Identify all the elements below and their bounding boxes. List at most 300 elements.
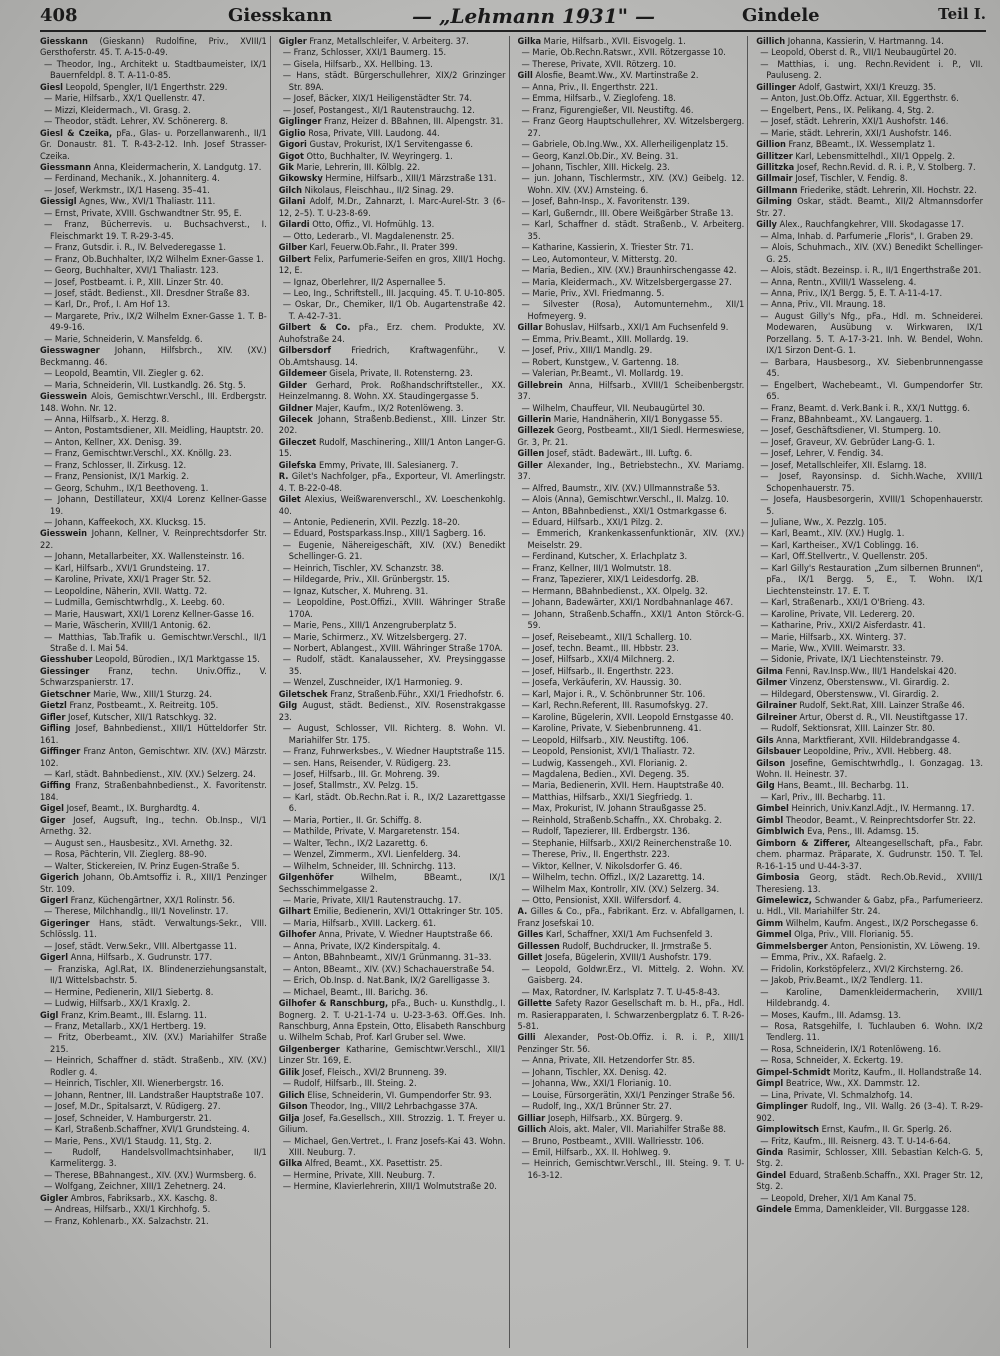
directory-entry: Gimmelsberger Anton, Pensionistin, XV. Löweng. 19. [756, 940, 981, 952]
column-4 [756, 36, 986, 1348]
directory-entry: — Hermine, Klavierlehrerin, XIII/1 Wolmutstraße 20. [282, 1181, 497, 1193]
directory-entry: Gilka Marie, Hilfsarb., XVII. Eisvogelg. 1. [517, 36, 686, 47]
directory-entry: — Maria, Kleidermach., XV. Witzelsbergergasse 27. [521, 276, 732, 288]
directory-entry: Giesl Leopold, Spengler, II/1 Engerthstr. 229. [40, 81, 228, 93]
directory-entry: — Moses, Kaufm., III. Adamsg. 13. [760, 1009, 902, 1021]
directory-entry: — Emma, Priv., XX. Rafaelg. 2. [760, 952, 887, 964]
directory-entry: — Ferdinand, Mechanik., X. Johanniterg. 4. [44, 173, 220, 185]
directory-entry: — Max, Prokurist, IV. Johann Straußgasse 25. [521, 803, 707, 815]
directory-entry: Gilma Fenni, Rav.Insp.Ww., III/1 Handelskai 420. [756, 665, 957, 677]
directory-entry: — Rosa, Schneider, X. Eckertg. 19. [760, 1055, 904, 1067]
directory-entry: — Marie, Ob.Rechn.Ratswr., XVII. Rötzergasse 10. [521, 47, 726, 59]
directory-entry: — Therese, Priv., II. Engerthstr. 223. [521, 849, 670, 861]
directory-entry: — Gisela, Hilfsarb., XX. Hellbing. 13. [282, 58, 433, 70]
directory-entry: Gildemeer Gisela, Private, II. Rotensterng. 23. [278, 368, 473, 380]
directory-entry: — Josef, Hilfsarb., II. Engerthstr. 223. [521, 665, 674, 677]
header-last-entry: Gindele [742, 5, 820, 26]
directory-entry: — Fritz, Kaufm., III. Reisnerg. 43. T. U-14-6-64. [760, 1135, 951, 1147]
directory-entry: Giessinger Franz, techn. Univ.Offiz., V. Schwarzspanierstr. 17. [40, 665, 267, 689]
directory-entry: — Josefa, Verkäuferin, XV. Haussig. 30. [521, 677, 682, 689]
directory-entry: Gilsbauer Leopoldine, Priv., XVII. Hebberg. 48. [756, 746, 952, 758]
directory-entry: — Josef, Hilfsarb., XXI/4 Milchnerg. 2. [521, 654, 675, 666]
directory-entry: — Josef, Hilfsarb., III. Gr. Mohreng. 39. [282, 769, 440, 780]
directory-entry: Gindele Emma, Damenkleider, VII. Burggasse 128. [756, 1204, 970, 1216]
directory-entry: — Marie, Hilfsarb., XX. Winterg. 37. [760, 631, 907, 643]
directory-entry: — Therese, Milchhandlg., III/1 Novelinstr. 17. [44, 906, 229, 918]
directory-entry: Gilhofer Anna, Private, V. Wiedner Hauptstraße 66. [278, 929, 493, 941]
directory-entry: Gils Anna, Marktfierant, XVII. Hildebrandgasse 4. [756, 734, 961, 746]
directory-entry: — Anna, Private, XII. Hetzendorfer Str. 85. [521, 1055, 696, 1067]
directory-entry: — Heinrich, Tischler, XV. Schanzstr. 38. [282, 562, 444, 574]
directory-entry: — Franz, BBahnbeamt., XV. Langauerg. 1. [760, 413, 933, 425]
directory-entry: — Leopoldine, Näherin, XVII. Wattg. 72. [44, 585, 208, 597]
directory-entry: Giffing Franz, Straßenbahnbedienst., X. Favoritenstr. 184. [40, 780, 267, 803]
directory-entry: — Rudolf, Sektionsrat, XIII. Lainzer Str. 80. [760, 723, 935, 735]
directory-entry: Gigeringer Hans, städt. Verwaltungs-Sekr., VIII. Schlösslg. 11. [40, 917, 267, 941]
directory-entry: Giesswein Alois, Gemischtwr.Verschl., III. Erdbergstr. 148. Wohn. Nr. 12. [40, 391, 267, 414]
directory-entry: — Theodor, Ing., Architekt u. Stadtbaumeister, IX/1 Bauernfeldpl. 8. T. A-11-0-85. [44, 58, 267, 82]
directory-entry: Gigel Josef, Beamt., IX. Burghardtg. 4. [40, 803, 200, 815]
directory-entry: Giesskann (Gieskann) Rudolfine, Priv., XVIII/1 Gersthoferstr. 45. T. A-15-0-49. [40, 36, 267, 59]
directory-entry: — Engelbert, Pens., IX. Pelikang. 4, Stg. 2. [760, 104, 935, 116]
directory-entry: — Wilhelm, techn. Offizl., IX/2 Lazarettg. 14. [521, 872, 705, 884]
directory-entry: Gilbert & Co. pFa., Erz. chem. Produkte, XV. Auhofstraße 24. [278, 322, 506, 345]
directory-entry: — Ludmilla, Gemischtwrhdlg., X. Leebg. 60. [44, 597, 225, 609]
directory-entry: Gilson Theodor, Ing., VIII/2 Lehrbachgasse 37A. [278, 1101, 478, 1113]
directory-entry: Gillmann Friederike, städt. Lehrerin, XII. Hochstr. 22. [756, 184, 977, 196]
directory-entry: — Ignaz, Kutscher, X. Muhreng. 31. [282, 585, 429, 597]
directory-entry: Giesl & Czeika, pFa., Glas- u. Porzellanwarenh., II/1 Gr. Donaustr. 81. T. R-43-2-12. Inh. Josef Strasser-Czeika. [40, 127, 267, 162]
directory-entry: Giffinger Franz Anton, Gemischtwr. XIV. (XV.) Märzstr. 102. [40, 746, 267, 769]
directory-entry: Gillitzer Karl, Lebensmittelhdl., XII/1 Oppelg. 2. [756, 150, 955, 162]
directory-entry: — Hermine, Pedienerin, XII/1 Siebertg. 8. [44, 986, 214, 998]
directory-entry: Gigori Gustav, Prokurist, IX/1 Servitengasse 6. [278, 139, 473, 151]
directory-entry: — Gabriele, Ob.Ing.Ww., XX. Allerheiligenplatz 15. [521, 139, 729, 151]
directory-entry: Gilder Gerhard, Prok. Roßhandschriftsteller., XX. Heinzelmanng. 8. Wohn. XX. Staudingergasse 5. [278, 379, 506, 403]
directory-entry: — Hermine, Private, XIII. Neuburg. 7. [282, 1169, 435, 1181]
directory-entry: Gilliar Joseph, Hilfsarb., XX. Bürgerg. 9. [517, 1112, 683, 1124]
directory-entry: — Johann, Rentner, III. Landstraßer Hauptstraße 107. [44, 1089, 264, 1101]
directory-entry: — Josef, Bahn-Insp., X. Favoritenstr. 139. [521, 196, 690, 208]
directory-entry: Gindel Eduard, Straßenb.Schaffn., XXI. Prager Str. 12, Stg. 2. [756, 1169, 983, 1193]
directory-entry: — Emmerich, Krankenkassenfunktionär, XIV. (XV.) Meiselstr. 29. [521, 528, 745, 551]
directory-entry: — Leopold, Oberst d. R., VII/1 Neubaugürtel 20. [760, 47, 957, 59]
directory-entry: Gillezek Georg, Postbeamt., XII/1 Siedl. Hermeswiese, Gr. 3, Pr. 21. [517, 425, 745, 448]
directory-entry: Giesswagner Johann, Hilfsbrch., XIV. (XV.) Beckmanng. 46. [40, 345, 267, 368]
directory-entry: — Valerian, Pr.Beamt., VI. Mollardg. 19. [521, 368, 684, 380]
directory-entry: — Wolfgang, Zeichner, XIII/1 Zehetnerg. 24. [44, 1181, 226, 1193]
directory-entry: Gimbl Theodor, Beamt., V. Reinprechtsdorfer Str. 22. [756, 814, 976, 826]
directory-entry: Giesswein Johann, Kellner, V. Reinprechtsdorfer Str. 22. [40, 528, 267, 551]
directory-entry: — Matthias, Tab.Trafik u. Gemischtwr.Verschl., II/1 Straße d. I. Mai 54. [44, 631, 267, 655]
directory-entry: — Anton, Kellner, XX. Denisg. 39. [44, 436, 182, 448]
directory-entry: Gillessen Rudolf, Buchdrucker, II. Jrmstraße 5. [517, 940, 712, 952]
directory-entry: Gilgenhöfer Wilhelm, BBeamt., IX/1 Sechsschimmelgasse 2. [278, 872, 506, 895]
directory-entry: — Josef, Graveur, XV. Gebrüder Lang-G. 1. [760, 436, 936, 448]
directory-entry: — Alois (Anna), Gemischtwr.Verschl., II. Malzg. 10. [521, 494, 729, 506]
directory-entry: — Fritz, Oberbeamt., XIV. (XV.) Mariahilfer Straße 215. [44, 1032, 267, 1055]
directory-entry: Gimblwich Eva, Pens., III. Adamsg. 15. [756, 826, 920, 838]
directory-entry: — Mizzi, Kleidermach., VI. Grasg. 2. [44, 104, 191, 116]
directory-entry: Gillinger Adolf, Gastwirt, XXI/1 Kreuzg. 35. [756, 81, 937, 93]
directory-entry: — Johann, Straßenb.Schaffn., XXI/1 Anton Störck-G. 59. [521, 608, 745, 632]
directory-entry: — Viktor, Kellner, V. Nikolsdorfer G. 46. [521, 860, 683, 872]
directory-entry: A. Gilles & Co., pFa., Fabrikant. Erz. v. Abfallgarnen, I. Franz Josefskai 10. [517, 906, 745, 929]
directory-entry: — Leopold, Dreher, XI/1 Am Kanal 75. [760, 1192, 917, 1204]
directory-entry: — Josef, Geschäftsdiener, VI. Stumperg. 10. [760, 425, 942, 437]
directory-entry: Gillette Safety Razor Gesellschaft m. b. H., pFa., Hdl. m. Rasierapparaten, I. Schwarzenbergplatz 6. T. R-26-5-81. [517, 998, 745, 1032]
directory-entry: — Rosa, Schneiderin, IX/1 Rotenlöweng. 16. [760, 1043, 942, 1055]
directory-entry: — Lina, Private, VI. Schmalzhofg. 14. [760, 1089, 913, 1101]
directory-entry: — Alfred, Baumstr., XIV. (XV.) Ullmannstraße 53. [521, 482, 720, 494]
directory-entry: — Franz, Pensionist, IX/1 Markig. 2. [44, 471, 190, 483]
directory-entry: — Rudolf, Hilfsarb., III. Steing. 2. [282, 1078, 417, 1090]
directory-entry: — Josef, Stallmstr., XV. Pelzg. 15. [282, 780, 419, 792]
directory-entry: — Walter, Techn., IX/2 Lazarettg. 6. [282, 837, 429, 849]
directory-entry: — Franz, Fuhrwerksbes., V. Wiedner Hauptstraße 115. [282, 746, 505, 758]
directory-entry: Gik Marie, Lehrerin, III. Kölblg. 22. [278, 161, 420, 173]
directory-entry: Giglio Rosa, Private, VIII. Laudong. 44. [278, 127, 440, 139]
directory-entry: — Karoline, Bügelerin, XVII. Leopold Ernstgasse 40. [521, 711, 734, 723]
directory-entry: — Sidonie, Private, IX/1 Liechtensteinstr. 79. [760, 654, 944, 666]
directory-entry: — Marie, Pens., XIII/1 Anzengruberplatz 5. [282, 620, 457, 632]
directory-entry: — Karl Gilly's Restauration „Zum silbernen Brunnen", pFa., IX/1 Bergg. 5, E., T. Wohn. IX/1 Liechtensteinstr. 17. E. T. [760, 562, 983, 597]
directory-entry: — Maria, Schneiderin, VII. Lustkandlg. 26. Stg. 5. [44, 379, 246, 391]
directory-entry: — Rudolf, Handelsvollmachtsinhaber, II/1 Karmelitergg. 3. [44, 1146, 267, 1170]
directory-entry: — Marie, Priv., XVI. Friedmanng. 5. [521, 287, 665, 299]
directory-entry: — Josef, Schneider, V. Hamburgerstr. 21. [44, 1112, 212, 1124]
directory-entry: Gilch Nikolaus, Fleischhau., II/2 Sinag. 29. [278, 184, 454, 196]
directory-entry: — Wilhelm Max, Kontrollr, XIV. (XV.) Selzerg. 34. [521, 883, 720, 895]
directory-entry: — Norbert, Ablangest., XVIII. Währinger Straße 170A. [282, 643, 503, 655]
directory-entry: — Johanna, Ww., XXI/1 Florianig. 10. [521, 1078, 672, 1090]
directory-entry: Gilles Karl, Schaffner, XXI/1 Am Fuchsenfeld 3. [517, 929, 713, 941]
directory-entry: — Josef, Postangest., XI/1 Rautenstrauchg. 12. [282, 104, 475, 116]
directory-entry: — Leopold, Pensionist, XVI/1 Thaliastr. 72. [521, 746, 695, 758]
directory-entry: — Josef, Bäcker, XIX/1 Heiligenstädter Str. 74. [282, 93, 472, 105]
directory-entry: — Hermann, BBahnbedienst., XX. Olpelg. 32. [521, 585, 708, 597]
directory-entry: Gilka Alfred, Beamt., XX. Pasettistr. 25. [278, 1158, 443, 1170]
directory-entry: Gimmel Olga, Priv., VIII. Florianig. 55. [756, 929, 914, 941]
directory-entry: Gietzl Franz, Postbeamt., X. Reitreitg. 105. [40, 700, 219, 712]
directory-entry: — Karl, Straßenb.Schaffner, XVI/1 Grundsteing. 4. [44, 1124, 250, 1136]
directory-entry: Gillmair Josef, Tischler, V. Fendig. 8. [756, 173, 908, 185]
directory-entry: — Alma, Inhab. d. Parfumerie „Floris", I. Graben 29. [760, 230, 974, 242]
directory-entry: — Leo, Ing., Schriftstell., III. Jacquing. 45. T. U-10-805. [282, 287, 506, 299]
directory-entry: — Josef, städt. Verw.Sekr., VIII. Albertgasse 11. [44, 940, 237, 952]
directory-entry: — Franz, Gemischtwr.Verschl., XX. Knöllg. 23. [44, 448, 232, 460]
directory-entry: — Ludwig, Hilfsarb., XX/1 Kraxlg. 2. [44, 998, 191, 1010]
directory-entry: — Antonie, Pedienerin, XVII. Pezzlg. 18–20. [282, 517, 461, 529]
directory-entry: Gillerin Marie, Handnäherin, XII/1 Bonygasse 55. [517, 413, 723, 425]
directory-entry: Gill Alosfie, Beamt.Ww., XV. Martinstraße 2. [517, 70, 699, 82]
directory-entry: Gigler Ambros, Fabriksarb., XX. Kaschg. 8. [40, 1192, 218, 1204]
directory-entry: — Stephanie, Hilfsarb., XXI/2 Reinerchenstraße 10. [521, 837, 732, 849]
directory-entry: Gilani Adolf, M.Dr., Zahnarzt, I. Marc-Aurel-Str. 3 (6–12, 2–5). T. U-23-8-69. [278, 196, 506, 219]
directory-entry: — Hildegarde, Priv., XII. Grünbergstr. 15. [282, 574, 450, 586]
directory-entry: — Engelbert, Wachebeamt., VI. Gumpendorfer Str. 65. [760, 379, 983, 403]
directory-entry: Gilik Josef, Fleisch., XVI/2 Brunneng. 39. [278, 1066, 447, 1078]
directory-entry: — Rosa, Ratsgehilfe, I. Tuchlauben 6. Wohn. IX/2 Tendlerg. 11. [760, 1020, 983, 1044]
directory-entry: — Otto, Lederarb., VI. Magdalenenstr. 25. [282, 230, 455, 242]
directory-entry: Gillitzka Josef, Rechn.Revid. d. R. i. P., V. Stolberg. 7. [756, 161, 976, 173]
directory-entry: Gifling Josef, Bahnbedienst., XIII/1 Hütteldorfer Str. 161. [40, 723, 267, 746]
directory-entry: — Karl, Hilfsarb., XVI/1 Grundsteing. 17. [44, 562, 210, 574]
directory-entry: Gilardi Otto, Offiz., VI. Hofmühlg. 13. [278, 219, 435, 231]
directory-entry: — Emma, Hilfsarb., V. Zieglofeng. 18. [521, 93, 676, 105]
directory-entry: — Karl, Major i. R., V. Schönbrunner Str. 106. [521, 688, 706, 700]
directory-entry: — Maria, Bedienerin, XVII. Hern. Hauptstraße 40. [521, 780, 725, 792]
directory-entry: Gimbosia Georg, städt. Rech.Ob.Revid., XVIII/1 Theresieng. 13. [756, 872, 983, 895]
directory-entry: — Georg, Schuhm., IX/1 Beethoveng. 1. [44, 482, 209, 494]
directory-entry: Gileczet Rudolf, Maschinering., XIII/1 Anton Langer-G. 15. [278, 436, 506, 460]
directory-entry: Gilecek Johann, Straßenb.Bedienst., XIII. Linzer Str. 202. [278, 413, 506, 437]
directory-entry: — Rudolf, Ing., XX/1 Brünner Str. 27. [521, 1101, 672, 1113]
directory-entry: — Anna, Hilfsarb., X. Herzg. 8. [44, 413, 170, 425]
directory-entry: — Johann, Tischler, XIII. Hickelg. 23. [521, 161, 670, 173]
directory-entry: — Leopold, Beamtin, VII. Ziegler g. 62. [44, 368, 204, 380]
directory-entry: Gilming Oskar, städt. Beamt., XII/2 Altmannsdorfer Str. 27. [756, 196, 983, 219]
directory-entry: — Anton, Just.Ob.Offz. Actuar, XII. Eggerthstr. 6. [760, 93, 959, 105]
directory-columns [40, 36, 986, 1348]
directory-entry: — Georg, Kanzl.Ob.Dir., XV. Being. 31. [521, 150, 679, 162]
directory-entry: — Michael, Gen.Vertret., I. Franz Josefs-Kai 43. Wohn. XIII. Neuburg. 7. [282, 1135, 506, 1158]
directory-entry: — Marie, Pens., XVI/1 Staudg. 11, Stg. 2. [44, 1135, 212, 1147]
directory-entry: — sen. Hans, Reisender, V. Rüdigerg. 23. [282, 757, 451, 769]
directory-entry: — Wenzel, Zuschneider, IX/1 Harmonieg. 9. [282, 677, 463, 689]
directory-entry: — Maria, Bedien., XIV. (XV.) Braunhirschengasse 42. [521, 265, 737, 277]
directory-entry: Gilbersdorf Friedrich, Kraftwagenführ., V. Ob.Amtshausg. 14. [278, 345, 506, 368]
directory-entry: — Ferdinand, Kutscher, X. Erlachplatz 3. [521, 551, 688, 563]
directory-entry: — Karl, Off.Stellvertr., V. Quellenstr. 205. [760, 551, 928, 563]
directory-entry: Gilefska Emmy, Private, III. Salesianerg. 7. [278, 459, 459, 471]
page-number: 408 [40, 5, 78, 26]
directory-entry: — Hildegard, Oberstensww., VI. Girardig. 2. [760, 688, 939, 700]
directory-entry: Gigerich Johann, Ob.Amtsoffiz i. R., XIII/1 Penzinger Str. 109. [40, 872, 267, 895]
directory-entry: Gillich Johanna, Kassierin, V. Hartmanng. 14. [756, 36, 944, 47]
directory-entry: — Katharine, Kassierin, X. Triester Str. 71. [521, 242, 694, 254]
directory-entry: — Matthias, Hilfsarb., XXI/1 Siegfriedg. 1. [521, 791, 693, 803]
directory-entry: — Karoline, Private, XXI/1 Prager Str. 52. [44, 574, 212, 586]
directory-entry: — Therese, BBahnangest., XIV. (XV.) Wurmsberg. 6. [44, 1169, 257, 1181]
page-header [40, 4, 986, 32]
directory-entry: Gilrainer Rudolf, Sekt.Rat, XIII. Lainzer Straße 46. [756, 700, 965, 712]
publication-title: — „Lehmann 1931" — [412, 4, 656, 28]
directory-entry: — Karl, städt. Ob.Rechn.Rat i. R., IX/2 Lazarettgasse 6. [282, 791, 506, 815]
directory-entry: Gimelewicz, Schwander & Gabz, pFa., Parfumerieerz. u. Hdl., VII. Mariahilfer Str. 24. [756, 894, 983, 918]
directory-entry: — Emil, Hilfsarb., XX. II. Hohlweg. 9. [521, 1146, 671, 1158]
directory-entry: — Josef, städt. Bedienst., XII. Dresdner Straße 83. [44, 287, 250, 299]
directory-entry: — August sen., Hausbesitz., XVI. Arnethg. 32. [44, 837, 233, 849]
directory-entry: — Anna, Priv., IX/1 Bergg. 5, E. T. A-11-4-17. [760, 287, 943, 299]
directory-entry: Giller Alexander, Ing., Betriebstechn., XV. Mariamg. 37. [517, 459, 745, 483]
directory-entry: — Rudolf, Tapezierer, III. Erdbergstr. 136. [521, 826, 691, 838]
directory-entry: — Karoline, Private, VII. Ledererg. 20. [760, 608, 915, 620]
directory-entry: — Franz, Tapezierer, XIX/1 Leidesdorfg. 2B. [521, 574, 699, 586]
directory-entry: Gigerl Anna, Hilfsarb., X. Gudrunstr. 177. [40, 952, 213, 964]
directory-entry: — Johann, Destillateur, XXI/4 Lorenz Kellner-Gasse 19. [44, 494, 267, 517]
directory-entry: — Katharine, Priv., XXI/2 Aisferdastr. 41. [760, 620, 926, 632]
directory-entry: — Karl, Kartheiser., XV/1 Coblingg. 16. [760, 539, 919, 551]
directory-entry: — Franz, Bücherrevis. u. Buchsachverst., I. Fleischmarkt 19. T. R-29-3-45. [44, 219, 267, 242]
directory-entry: — Erich, Ob.Insp. d. Nat.Bank, IX/2 Garelligasse 3. [282, 975, 490, 987]
directory-entry: — Fridolin, Korkstöpfelerz., XVI/2 Kirchsterng. 26. [760, 963, 964, 975]
directory-entry: — Marie, Wäscherin, XVIII/1 Antonig. 62. [44, 620, 211, 632]
directory-entry: — Josef, Priv., XIII/1 Mandlg. 29. [521, 345, 653, 357]
directory-entry: — Wilhelm, Schneider, III. Schnirchg. 113. [282, 860, 456, 872]
directory-entry: — Theodor, städt. Lehrer, XV. Schönererg. 8. [44, 116, 228, 128]
directory-entry: — Eugenie, Nähereigeschäft, XIV. (XV.) Benedikt Schellinger-G. 21. [282, 539, 506, 563]
directory-entry: — Silvester (Rosa), Automunternehm., XII/1 Hofmeyerg. 9. [521, 299, 745, 322]
directory-entry: Gigl Franz, Krim.Beamt., III. Eslarng. 11. [40, 1009, 207, 1021]
directory-entry: — Marie, Private, XII/1 Rautenstrauchg. 17. [282, 894, 462, 906]
directory-entry: — Louise, Fürsorgerätin, XXI/1 Penzinger Straße 56. [521, 1089, 736, 1101]
directory-entry: — Juliane, Ww., X. Pezzlg. 105. [760, 517, 887, 529]
directory-entry: Gilhofer & Ranschburg, pFa., Buch- u. Kunsthdlg., I. Bognerg. 2. T. U-21-1-74 u. U-23-3-63. Off.Ges. Inh. Ranschburg, Anna Epstein, Otto, Elisabeth Ranschburg u. Wilhelm Schab, Prof. Karl Gruber sel. Wwe. [278, 998, 506, 1044]
directory-entry: — Karl, Gußerndr., III. Obere Weißgärber Straße 13. [521, 207, 734, 219]
directory-entry: — Franz, Ob.Buchhalter, IX/2 Wilhelm Exner-Gasse 1. [44, 253, 264, 265]
directory-entry: — Josef, M.Dr., Spitalsarzt, V. Rüdigerg. 27. [44, 1101, 221, 1113]
directory-entry: Gimpel-Schmidt Moritz, Kaufm., II. Hollandstraße 14. [756, 1066, 982, 1078]
directory-entry: — Leopold, Hilfsarb., XIV. Neustiftg. 106. [521, 734, 689, 746]
directory-entry: — Karl, Straßenarb., XXI/1 O'Brieng. 43. [760, 597, 926, 609]
directory-entry: — Hans, städt. Bürgerschullehrer, XIX/2 Grinzinger Str. 89A. [282, 70, 506, 93]
directory-entry: — Josef, städt. Lehrerin, XXI/1 Aushofstr. 146. [760, 116, 949, 128]
directory-entry: — Maria, Portier., II. Gr. Schiffg. 8. [282, 814, 422, 826]
directory-entry: — Karoline, Private, V. Siebenbrunneng. 41. [521, 723, 702, 735]
directory-entry: — Anton, BBahnbedienst., XXI/1 Ostmarkgasse 6. [521, 505, 727, 517]
directory-entry: — Karl, Rechn.Referent, III. Rasumofskyg. 27. [521, 700, 709, 712]
directory-entry: — Rosa, Pächterin, VII. Zieglerg. 88–90. [44, 849, 207, 861]
directory-entry: Giger Josef, Augsuft, Ing., techn. Ob.Insp., VI/1 Arnethg. 32. [40, 814, 267, 838]
directory-entry: — Ernst, Private, XVIII. Gschwandtner Str. 95, E. [44, 207, 242, 219]
directory-entry: — Maria, Hilfsarb., XVIII. Lackerg. 61. [282, 917, 436, 929]
directory-entry: Gilet Alexius, Weißwarenverschl., XV. Loeschenkohlg. 40. [278, 494, 506, 517]
directory-entry: — Karoline, Damenkleidermacherin, XVIII/1 Hildebrandg. 4. [760, 986, 983, 1010]
column-1 [40, 36, 271, 1348]
directory-entry: — Karl, städt. Bahnbedienst., XIV. (XV.) Selzerg. 24. [44, 769, 256, 780]
directory-entry: — Andreas, Hilfsarb., XXI/1 Kirchhofg. 5. [44, 1204, 211, 1216]
directory-entry: Gilber Karl, Feuerw.Ob.Fahr., II. Prater 399. [278, 242, 458, 254]
directory-entry: — Marie, Schneiderin, V. Mansfeldg. 6. [44, 333, 203, 345]
directory-entry: — Margarete, Priv., IX/2 Wilhelm Exner-Gasse 1. T. B-49-9-16. [44, 310, 267, 334]
directory-entry: — Oskar, Dr., Chemiker, II/1 Ob. Augartenstraße 42. T. A-42-7-31. [282, 299, 506, 322]
directory-entry: Gillet Josefa, Bügelerin, XVIII/1 Aushofstr. 179. [517, 952, 712, 964]
directory-entry: — Franz, Kohlenarb., XX. Salzachstr. 21. [44, 1215, 209, 1227]
directory-entry: Gilson Josefine, Gemischtwrhdlg., I. Gonzagag. 13. Wohn. II. Heinestr. 37. [756, 757, 983, 780]
directory-entry: — Leopold, Goldwr.Erz., VI. Mittelg. 2. Wohn. XV. Gaisberg. 24. [521, 963, 745, 987]
directory-entry: Gilly Alex., Rauchfangkehrer, VIII. Skodagasse 17. [756, 219, 965, 231]
directory-entry: — Alois, Schuhmach., XIV. (XV.) Benedikt Schellinger-G. 25. [760, 242, 983, 265]
directory-entry: — Anna, Priv., VII. Mraung. 18. [760, 299, 886, 311]
directory-entry: Gimborn & Zifferer, Alteangesellschaft, pFa., Fabr. chem. pharmaz. Präparate, X. Gudrunstr. 150. T. Tel. R-16-1-15 und U-44-3-37. [756, 837, 983, 872]
directory-entry: — Walter, Stickereien, IV. Prinz Eugen-Straße 5. [44, 860, 240, 872]
directory-entry: Gillar Bohuslav, Hilfsarb., XXI/1 Am Fuchsenfeld 9. [517, 322, 729, 334]
directory-entry: Gilbert Felix, Parfumerie-Seifen en gros, XIII/1 Hochg. 12, E. [278, 253, 506, 277]
directory-entry: Gilich Elise, Schneiderin, VI. Gumpendorfer Str. 93. [278, 1089, 492, 1101]
directory-entry: Gimpl Beatrice, Ww., XX. Dammstr. 12. [756, 1078, 921, 1090]
directory-entry: — Eduard, Postsparkass.Insp., XIII/1 Sagberg. 16. [282, 528, 486, 540]
directory-entry: — Anna, Rentn., XVIII/1 Wasseleng. 4. [760, 276, 917, 288]
directory-entry: Gilhart Emilie, Bedienerin, XVI/1 Ottakringer Str. 105. [278, 906, 503, 918]
directory-entry: — Anton, Postamtsdiener, XII. Meidling, Hauptstr. 20. [44, 425, 264, 437]
directory-entry: Giglinger Franz, Heizer d. BBahnen, III. Alpengstr. 31. [278, 116, 504, 128]
directory-entry: — Franz, Beamt. d. Verk.Bank i. R., XX/1 Nuttgg. 6. [760, 402, 970, 414]
directory-entry: Gildner Majer, Kaufm., IX/2 Rotenlöweng. 3. [278, 402, 464, 414]
directory-entry: — Max, Ratordner, IV. Karlsplatz 7. T. U-45-8-43. [521, 986, 720, 998]
header-first-entry: Giesskann [228, 5, 333, 26]
directory-entry: — Wenzel, Zimmerm., XVI. Lienfelderg. 34. [282, 849, 461, 861]
directory-entry: — Michael, Beamt., III. Barichg. 36. [282, 986, 428, 998]
directory-entry: Gigot Otto, Buchhalter, IV. Weyringerg. 1. [278, 150, 453, 162]
directory-entry: — Karl, Schaffner d. städt. Straßenb., V. Arbeiterg. 35. [521, 219, 745, 242]
directory-entry: — Josef, Werkmstr., IX/1 Haseng. 35–41. [44, 184, 210, 196]
directory-entry: — Magdalena, Bedien., XVI. Degeng. 35. [521, 769, 690, 780]
directory-entry: — Franz, Gutsdir. i. R., IV. Belvederegasse 1. [44, 242, 226, 254]
directory-entry: Giesshuber Leopold, Bürodien., IX/1 Marktgasse 15. [40, 654, 260, 666]
directory-entry: Gilgenberger Katharine, Gemischtwr.Verschl., XII/1 Linzer Str. 169, E. [278, 1043, 506, 1067]
directory-entry: Ginda Rasimir, Schlosser, XIII. Sebastian Kelch-G. 5, Stg. 2. [756, 1146, 983, 1170]
directory-entry: Gigerl Franz, Küchengärtner, XX/1 Rolinstr. 56. [40, 894, 235, 906]
directory-entry: — Johann, Metallarbeiter, XX. Wallensteinstr. 16. [44, 551, 245, 563]
directory-entry: — Josef, techn. Beamt., III. Hbbstr. 23. [521, 643, 679, 655]
directory-entry: — Franz, Figurengießer, VII. Neustiftg. 46. [521, 104, 694, 116]
part-label: Teil I. [938, 5, 986, 23]
directory-entry: — Bruno, Postbeamt., XVIII. Wallriesstr. 106. [521, 1135, 705, 1147]
directory-entry: — Heinrich, Tischler, XII. Wienerbergstr. 16. [44, 1078, 224, 1090]
directory-entry: — Josef, Postbeamt. i. P., XIII. Linzer Str. 40. [44, 276, 224, 288]
directory-entry: — Anton, BBeamt., XIV. (XV.) Schachauerstraße 54. [282, 963, 495, 975]
directory-entry: — Ignaz, Oberlehrer, II/2 Aspernallee 5. [282, 276, 446, 288]
directory-entry: — Marie, städt. Lehrerin, XXI/1 Aushofstr. 146. [760, 127, 952, 139]
directory-entry: Gillion Franz, BBeamt., IX. Wessemplatz 1. [756, 139, 936, 151]
directory-entry: Gietschner Marie, Ww., XIII/1 Sturzg. 24. [40, 688, 213, 700]
directory-entry: — Emma, Priv.Beamt., XIII. Mollardg. 19. [521, 333, 689, 345]
directory-entry: Gillen Josef, städt. Badewärt., III. Luftg. 6. [517, 448, 693, 460]
directory-entry: — Leo, Automonteur, V. Mitterstg. 20. [521, 253, 678, 265]
directory-entry: — Barbara, Hausbesorg., XV. Siebenbrunnengasse 45. [760, 356, 983, 380]
directory-entry: Gimm Wilhelm, Kaufm. Angest., IX/2 Porschegasse 6. [756, 917, 979, 929]
directory-entry: — Franz, Schlosser, XXI/1 Baumerg. 15. [282, 47, 447, 59]
directory-entry: — Alois, städt. Bezeinsp. i. R., II/1 Engerthstraße 201. [760, 265, 982, 277]
column-3 [518, 36, 749, 1348]
directory-entry: — Johann, Kaffeekoch, XX. Klucksg. 15. [44, 517, 206, 529]
directory-entry: — Marie, Schirmerz., XV. Witzelsbergerg. 27. [282, 631, 467, 643]
directory-entry: — Franz, Kellner, III/1 Wolmutstr. 18. [521, 562, 672, 574]
directory-entry: Giessmann Anna, Kleidermacherin, X. Landgutg. 17. [40, 161, 262, 173]
directory-entry: — Josef, Rayonsinsp. d. Sichh.Wache, XVIII/1 Schopenhauerstr. 75. [760, 471, 983, 494]
directory-entry: — August, Schlosser, VII. Richterg. 8. Wohn. VI. Mariahilfer Str. 175. [282, 723, 506, 746]
directory-entry: — Rudolf, städt. Kanalausseher, XV. Preysinggasse 35. [282, 654, 506, 677]
directory-entry: Gilg Hans, Beamt., III. Becharbg. 11. [756, 780, 909, 792]
directory-entry: Gikowsky Hermine, Hilfsarb., XIII/1 Märzstraße 131. [278, 173, 497, 185]
directory-entry: — Wilhelm, Chauffeur, VII. Neubaugürtel 30. [521, 402, 705, 414]
directory-entry: — Reinhold, Straßenb.Schaffn., XX. Chrobakg. 2. [521, 814, 723, 826]
directory-entry: — Mathilde, Private, V. Margaretenstr. 154. [282, 826, 460, 838]
directory-entry: Gigler Franz, Metallschleifer, V. Arbeiterg. 37. [278, 36, 469, 47]
directory-entry: Giessigl Agnes, Ww., XVI/1 Thaliastr. 111. [40, 196, 216, 208]
directory-entry: Gilli Alexander, Post-Ob.Offiz. i. R. i. P., XIII/1 Penzinger Str. 56. [517, 1032, 745, 1055]
directory-entry: — Eduard, Hilfsarb., XXI/1 Pilzg. 2. [521, 517, 664, 529]
directory-entry: — Marie, Hilfsarb., XX/1 Quellenstr. 47. [44, 93, 205, 105]
directory-entry: — Therese, Private, XVII. Rötzerg. 10. [521, 58, 677, 70]
directory-entry: Gillich Alois, akt. Maler, VII. Mariahilfer Straße 88. [517, 1124, 727, 1136]
directory-entry: — Karl, Dr., Prof., I. Am Hof 13. [44, 299, 171, 311]
directory-entry: — Marie, Ww., XVIII. Weimarstr. 33. [760, 643, 906, 655]
directory-entry: Giletschek Franz, Straßenb.Führ., XXI/1 Friedhofstr. 6. [278, 688, 505, 700]
directory-entry: Gimplinger Rudolf, Ing., VII. Wallg. 26 (3–4). T. R-29-902. [756, 1101, 983, 1124]
directory-entry: Gimplowitsch Ernst, Kaufm., II. Gr. Sperlg. 26. [756, 1124, 952, 1136]
